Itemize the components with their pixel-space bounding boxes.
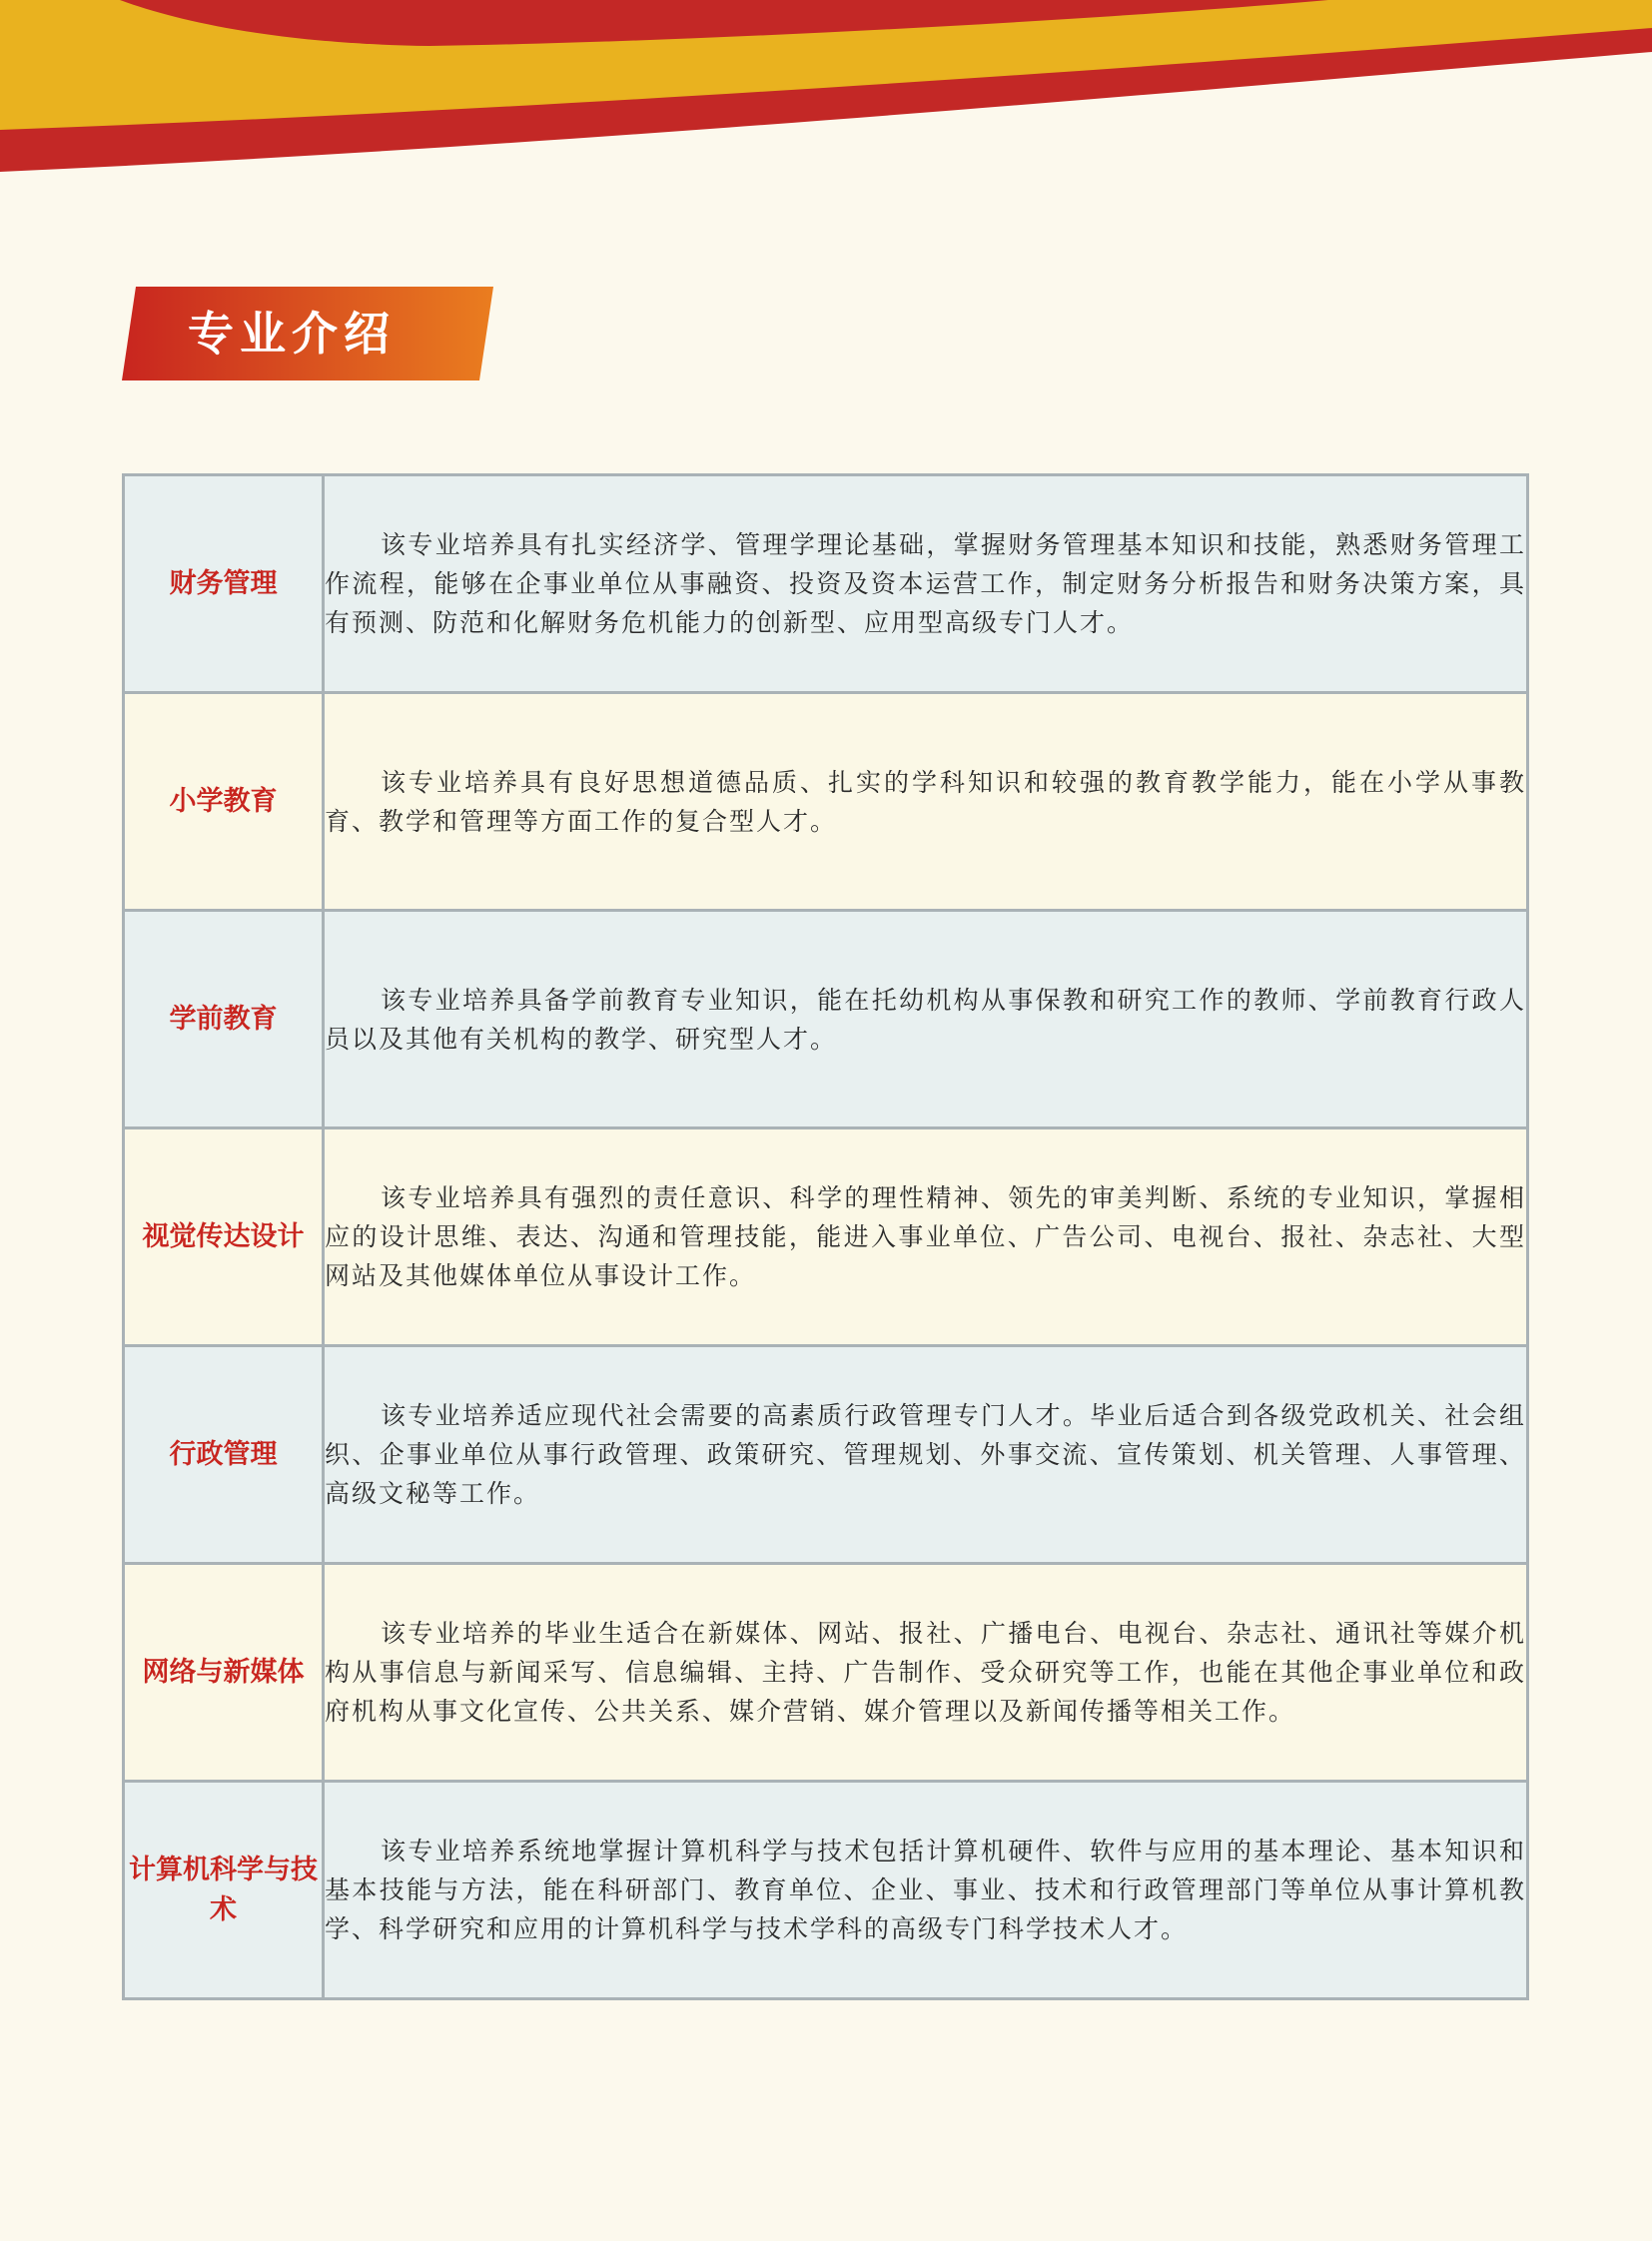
table-row bbox=[124, 1128, 1528, 1346]
major-name: 视觉传达设计 bbox=[124, 1128, 324, 1346]
major-name: 财务管理 bbox=[124, 475, 324, 693]
table-row bbox=[124, 1346, 1528, 1564]
section-title: 专业介绍 bbox=[188, 307, 396, 361]
major-description: 该专业培养具备学前教育专业知识，能在托幼机构从事保教和研究工作的教师、学前教育行政人员以及其他有关机构的教学、研究型人才。 bbox=[324, 911, 1528, 1128]
header-decoration bbox=[0, 0, 1652, 200]
major-name: 学前教育 bbox=[124, 911, 324, 1128]
major-description: 该专业培养具有良好思想道德品质、扎实的学科知识和较强的教育教学能力，能在小学从事教育、教学和管理等方面工作的复合型人才。 bbox=[324, 693, 1528, 911]
major-name: 小学教育 bbox=[124, 693, 324, 911]
table-row bbox=[124, 1782, 1528, 1999]
table-row bbox=[124, 693, 1528, 911]
table-row bbox=[124, 911, 1528, 1128]
majors-table bbox=[122, 473, 1529, 2000]
major-name: 网络与新媒体 bbox=[124, 1564, 324, 1782]
major-name: 行政管理 bbox=[124, 1346, 324, 1564]
major-description: 该专业培养的毕业生适合在新媒体、网站、报社、广播电台、电视台、杂志社、通讯社等媒介机构从事信息与新闻采写、信息编辑、主持、广告制作、受众研究等工作，也能在其他企事业单位和政府机构从事文化宣传、公共关系、媒介营销、媒介管理以及新闻传播等相关工作。 bbox=[324, 1564, 1528, 1782]
major-description: 该专业培养适应现代社会需要的高素质行政管理专门人才。毕业后适合到各级党政机关、社会组织、企事业单位从事行政管理、政策研究、管理规划、外事交流、宣传策划、机关管理、人事管理、高级文秘等工作。 bbox=[324, 1346, 1528, 1564]
major-description: 该专业培养具有强烈的责任意识、科学的理性精神、领先的审美判断、系统的专业知识，掌握相应的设计思维、表达、沟通和管理技能，能进入事业单位、广告公司、电视台、报社、杂志社、大型网站及其他媒体单位从事设计工作。 bbox=[324, 1128, 1528, 1346]
section-heading bbox=[122, 287, 493, 380]
major-description: 该专业培养具有扎实经济学、管理学理论基础，掌握财务管理基本知识和技能，熟悉财务管理工作流程，能够在企事业单位从事融资、投资及资本运营工作，制定财务分析报告和财务决策方案，具有预测、防范和化解财务危机能力的创新型、应用型高级专门人才。 bbox=[324, 475, 1528, 693]
table-row bbox=[124, 475, 1528, 693]
table-row bbox=[124, 1564, 1528, 1782]
major-description: 该专业培养系统地掌握计算机科学与技术包括计算机硬件、软件与应用的基本理论、基本知识和基本技能与方法，能在科研部门、教育单位、企业、事业、技术和行政管理部门等单位从事计算机教学、科学研究和应用的计算机科学与技术学科的高级专门科学技术人才。 bbox=[324, 1782, 1528, 1999]
major-name: 计算机科学与技术 bbox=[124, 1782, 324, 1999]
